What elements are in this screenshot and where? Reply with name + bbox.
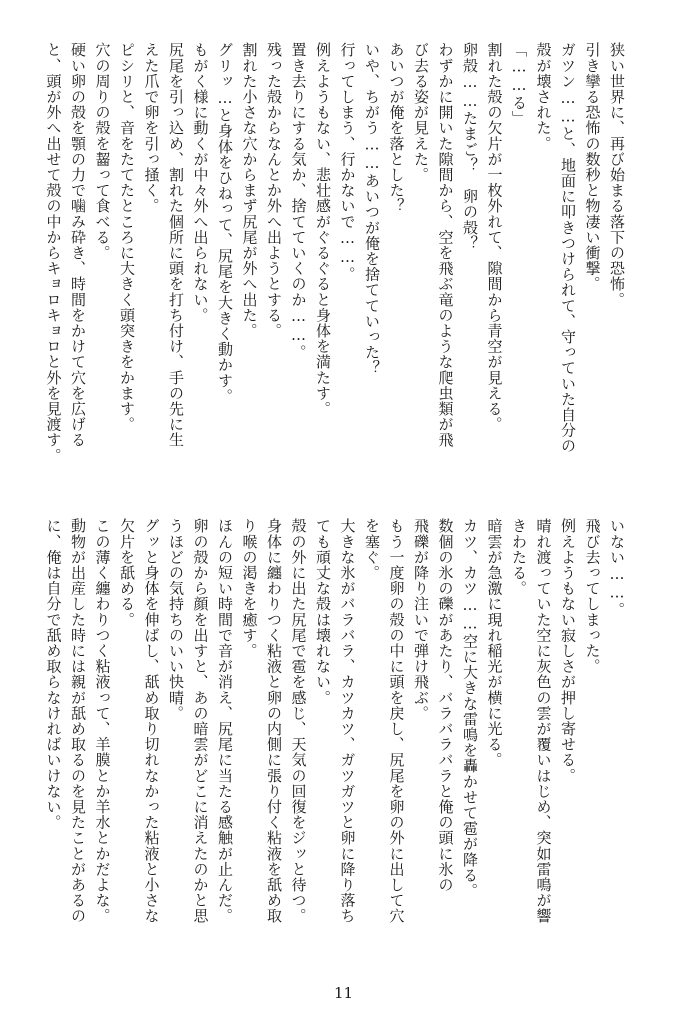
text-line: 動物が出産した時には親が舐め取るのを見たことがあるの [69,518,87,924]
text-line: ガツン……と、地面に叩きつけられて、守っていた自分の [559,42,577,454]
text-line: うほどの気持ちのいい快晴。 [167,518,185,721]
upper-text-block [44,42,629,502]
text-line: 尻尾を引っ込め、割れた個所に頭を打ち付け、手の先に生 [167,42,185,448]
text-line: 例えようもない、悲壮感がぐるぐると身体を満たす。 [314,42,332,417]
text-line: 殻が壊された。 [534,42,553,152]
text-line: えた爪で卵を引っ掻く。 [142,42,161,214]
text-line: 割れた殻の欠片が一枚外れて、隙間から青空が見える。 [485,42,504,432]
text-line: 飛礫が降り注いで弾け飛ぶ。 [412,518,430,721]
text-line: もがく様に動くが中々外へ出られない。 [191,42,210,323]
text-line: 行ってしまう、行かないで……。 [338,42,357,282]
text-line: に、俺は自分で舐め取らなければいけない。 [44,518,63,830]
text-line: 身体に纏わりつく粘液と卵の内側に張り付く粘液を舐め取 [265,518,283,924]
text-line: 割れた小さな穴からまず尻尾が外へ出た。 [240,42,259,339]
text-line: 数個の氷の礫があたり、バラバラバラと俺の頭に氷の [436,518,455,893]
text-line: いや、ちがう……あいつが俺を捨てていった？ [363,42,381,376]
text-line: 大きな氷がバラバラ、カツカツ、ガツガツと卵に降り落ち [338,518,357,924]
text-line: 例えようもない寂しさが押し寄せる。 [559,518,577,784]
text-line: 狭い世界に、再び始まる落下の恐怖。 [608,42,626,308]
text-line: ほんの短い時間で音が消え、尻尾に当たる感触が止んだ。 [216,518,234,924]
text-line: 「……る」 [510,42,528,126]
text-line: 晴れ渡っていた空に灰色の雲が覆いはじめ、突如雷鳴が響 [534,518,553,924]
text-line: もう一度卵の殻の中に頭を戻し、尻尾を卵の外に出して穴 [387,518,406,924]
text-line: 殻の外に出た尻尾で雹を感じ、天気の回復をジッと待つ。 [289,518,308,924]
text-line: きわたる。 [510,518,528,596]
text-line: 飛び去ってしまった。 [583,518,602,674]
text-line: び去る姿が見えた。 [412,42,430,183]
text-line: と、頭が外へ出せて殻の中からキョロキョロと外を見渡す。 [44,42,63,464]
text-line: いない……。 [608,518,626,618]
text-line: 卵殻……たまご？ 卵の殻？ [461,42,479,251]
text-line: 置き去りにする気か、捨てていくのか……。 [289,42,308,360]
text-line: わずかに開いた隙間から、空を飛ぶ竜のような爬虫類が飛 [436,42,455,448]
text-line: カツ、カツ……空に大きな雷鳴を轟かせて雹が降る。 [461,518,479,899]
text-line: この薄く纏わりつく粘液って、羊膜とか羊水とかだよな。 [93,518,112,924]
text-line: 穴の周りの殻を齧って食べる。 [93,42,112,261]
text-line: を塞ぐ。 [363,518,381,581]
text-line: グッと身体を伸ばし、舐め取り切れなかった粘液と小さな [142,518,161,924]
text-line: 卵の殻から顔を出すと、あの暗雲がどこに消えたのかと思 [191,518,210,924]
text-line: ピシリと、音をたてたところに大きく頭突きをかます。 [118,42,136,432]
text-line: 暗雲が急激に現れ稲光が横に光る。 [485,518,504,768]
text-line: 残った殻からなんとか外へ出ようとする。 [265,42,283,339]
page-number: 11 [333,984,354,1002]
text-line: 欠片を舐める。 [118,518,136,628]
text-line: 引き攣る恐怖の数秒と物凄い衝撃。 [583,42,602,292]
text-line: グリッ…と身体をひねって、尻尾を大きく動かす。 [216,42,234,404]
lower-text-block [44,518,629,973]
text-line: ても頑丈な殻は壊れない。 [314,518,332,706]
text-line: り喉の渇きを癒す。 [240,518,259,659]
text-line: あいつが俺を落とした？ [387,42,406,214]
text-line: 硬い卵の殻を顎の力で噛み砕き、時間をかけて穴を広げる [69,42,87,448]
